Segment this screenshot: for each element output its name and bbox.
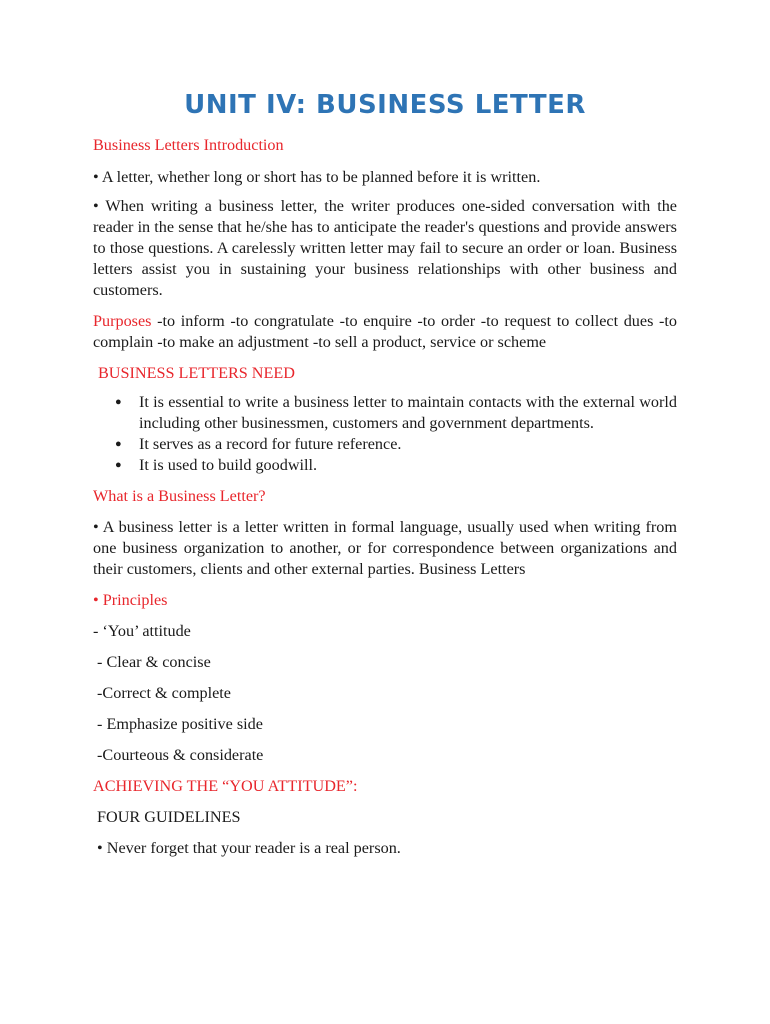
list-item: ● It serves as a record for future reference.: [139, 434, 677, 455]
purposes-label: Purposes: [93, 312, 152, 330]
you-attitude-heading: ACHIEVING THE “YOU ATTITUDE”:: [93, 777, 358, 795]
document-body: [93, 135, 677, 859]
list-item: ● It is essential to write a business letter to maintain contacts with the external world including other businessmen, customers and government departments.: [139, 392, 677, 434]
principle-item: - Emphasize positive side: [93, 715, 263, 733]
intro-paragraph-2: • When writing a business letter, the writer produces one-sided conversation with the reader in the sense that he/she has to anticipate the reader's questions and provide answers to those questions. A carelessly written letter may fail to secure an order or loan. Business letters assist you in sustaining your business relationships with other business and customers.: [93, 197, 677, 299]
what-paragraph: • A business letter is a letter written in formal language, usually used when writing from one business organization to another, or for correspondence between organizations and their customers, clients and other external parties. Business Letters: [93, 518, 677, 578]
principle-item: - Clear & concise: [93, 653, 211, 671]
principle-item: - ‘You’ attitude: [93, 622, 191, 640]
purposes-text: -to inform -to congratulate -to enquire -to order -to request to collect dues -to complain -to make an adjustment -to sell a product, service or scheme: [93, 312, 677, 351]
need-heading: BUSINESS LETTERS NEED: [98, 364, 295, 382]
principle-item: -Correct & complete: [93, 684, 231, 702]
page-title: UNIT IV: BUSINESS LETTER: [184, 90, 586, 120]
what-heading: What is a Business Letter?: [93, 487, 266, 505]
intro-paragraph-1: • A letter, whether long or short has to be planned before it is written.: [93, 168, 541, 186]
guidelines-heading: FOUR GUIDELINES: [93, 808, 241, 826]
intro-heading: Business Letters Introduction: [93, 136, 284, 154]
guideline-item: • Never forget that your reader is a real person.: [93, 839, 401, 857]
purposes-paragraph: [93, 311, 677, 353]
list-item: ● It is used to build goodwill.: [139, 455, 677, 476]
principles-heading: • Principles: [93, 591, 168, 609]
principle-item: -Courteous & considerate: [93, 746, 264, 764]
need-list: [93, 392, 677, 476]
